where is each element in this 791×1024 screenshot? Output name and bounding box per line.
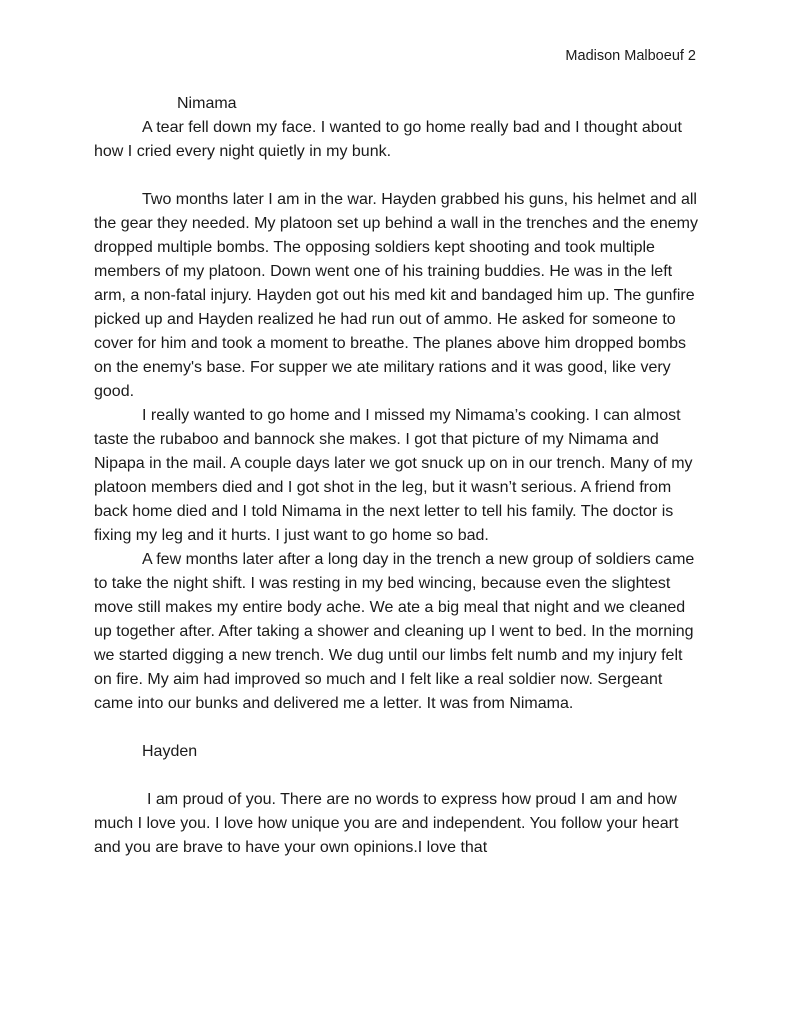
paragraph-2: Two months later I am in the war. Hayden grabbed his guns, his helmet and all the gear they needed. My platoon set up behind a wall in the trenches and the enemy dropped multiple bombs. The opposing soldiers kept shooting and took multiple members of my platoon. Down went one of his training buddies. He was in the left arm, a non-fatal injury. Hayden got out his med kit and bandaged him up. The gunfire picked up and Hayden realized he had run out of ammo. He asked for someone to cover for him and took a moment to breathe. The planes above him dropped bombs on the enemy's base. For supper we ate military rations and it was good, like very good.	[94, 191, 698, 400]
paragraph-spacer	[94, 716, 704, 740]
paragraph-spacer	[94, 164, 704, 188]
page-header: Madison Malboeuf 2	[565, 48, 696, 64]
section-heading: Nimama	[177, 95, 237, 112]
letter-salutation: Hayden	[142, 743, 198, 760]
letter-paragraph-1: I am proud of you. There are no words to express how proud I am and how much I love you. I love how unique you are and independent. You follow your heart and you are brave to have your own opinions.I love that	[94, 791, 679, 856]
paragraph-3: I really wanted to go home and I missed my Nimama’s cooking. I can almost taste the rubaboo and bannock she makes. I got that picture of my Nimama and Nipapa in the mail. A couple days later we got snuck up on in our trench. Many of my platoon members died and I got shot in the leg, but it wasn’t serious. A friend from back home died and I told Nimama in the next letter to tell his family. The doctor is fixing my leg and it hurts. I just want to go home so bad.	[94, 407, 693, 544]
paragraph-1: A tear fell down my face. I wanted to go home really bad and I thought about how I cried every night quietly in my bunk.	[94, 119, 682, 160]
paragraph-spacer	[94, 764, 704, 788]
document-body	[94, 92, 704, 860]
paragraph-4: A few months later after a long day in the trench a new group of soldiers came to take the night shift. I was resting in my bed wincing, because even the slightest move still makes my entire body ache. We ate a big meal that night and we cleaned up together after. After taking a shower and cleaning up I went to bed. In the morning we started digging a new trench. We dug until our limbs felt numb and my injury felt on fire. My aim had improved so much and I felt like a real soldier now. Sergeant came into our bunks and delivered me a letter. It was from Nimama.	[94, 551, 695, 712]
